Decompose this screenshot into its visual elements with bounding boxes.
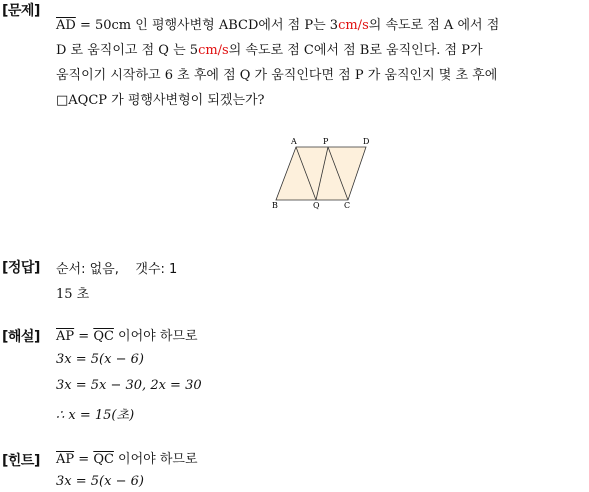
problem-line-2-text-a: D 로 움직이고 점 Q 는 5 bbox=[56, 43, 199, 58]
answer-line-1: 순서: 없음, 갯수: 1 bbox=[56, 262, 178, 277]
speed-unit-q: cm/s bbox=[198, 43, 229, 58]
hint-eq: = bbox=[74, 452, 94, 467]
solution-label: [해설] bbox=[2, 329, 40, 345]
solution-line-4: ∴ x = 15(초) bbox=[56, 408, 135, 423]
problem-line-3: 움직이기 시작하고 6 초 후에 점 Q 가 움직인다면 점 P 가 움직인지 몇 초 후에 bbox=[56, 68, 498, 83]
problem-line-2 bbox=[56, 39, 483, 58]
hint-segment-ap: $\overline{AP}$ bbox=[56, 452, 75, 467]
parallelogram-figure bbox=[270, 134, 380, 210]
problem-line-1 bbox=[56, 14, 499, 33]
segment-ad: $\overline{AD}$ bbox=[56, 18, 76, 33]
hint-line-2: 3x = 5(x − 6) bbox=[56, 474, 144, 489]
solution-eq: = bbox=[74, 329, 94, 344]
problem-line-2-text-b: 의 속도로 점 C에서 점 B로 움직인다. 점 P가 bbox=[228, 43, 483, 58]
hint-line-1-rest: 이어야 하므로 bbox=[113, 452, 198, 467]
point-q-label: Q bbox=[313, 201, 320, 210]
point-a-label: A bbox=[291, 137, 297, 146]
problem-label: [문제] bbox=[2, 3, 40, 19]
hint-line-1 bbox=[56, 448, 198, 467]
segment-qc: $\overline{QC}$ bbox=[93, 329, 114, 344]
solution-line-1 bbox=[56, 325, 198, 344]
solution-line-1-rest: 이어야 하므로 bbox=[113, 329, 198, 344]
segment-ap: $\overline{AP}$ bbox=[56, 329, 75, 344]
problem-line-1-text-b: 의 속도로 점 A 에서 점 bbox=[368, 18, 500, 33]
point-d-label: D bbox=[363, 137, 370, 146]
solution-line-2: 3x = 5(x − 6) bbox=[56, 352, 144, 367]
point-b-label: B bbox=[272, 201, 278, 210]
answer-line-2: 15 초 bbox=[56, 287, 90, 302]
problem-line-4: □AQCP 가 평행사변형이 되겠는가? bbox=[56, 93, 265, 108]
solution-line-3: 3x = 5x − 30, 2x = 30 bbox=[56, 378, 202, 393]
parallelogram-fill bbox=[276, 147, 366, 200]
point-p-label: P bbox=[323, 137, 329, 146]
problem-line-1-text-a: = 50cm 인 평행사변형 ABCD에서 점 P는 3 bbox=[75, 18, 339, 33]
answer-label: [정답] bbox=[2, 260, 40, 276]
hint-label: [힌트] bbox=[2, 453, 40, 469]
hint-segment-qc: $\overline{QC}$ bbox=[93, 452, 114, 467]
speed-unit-p: cm/s bbox=[338, 18, 369, 33]
point-c-label: C bbox=[344, 201, 351, 210]
